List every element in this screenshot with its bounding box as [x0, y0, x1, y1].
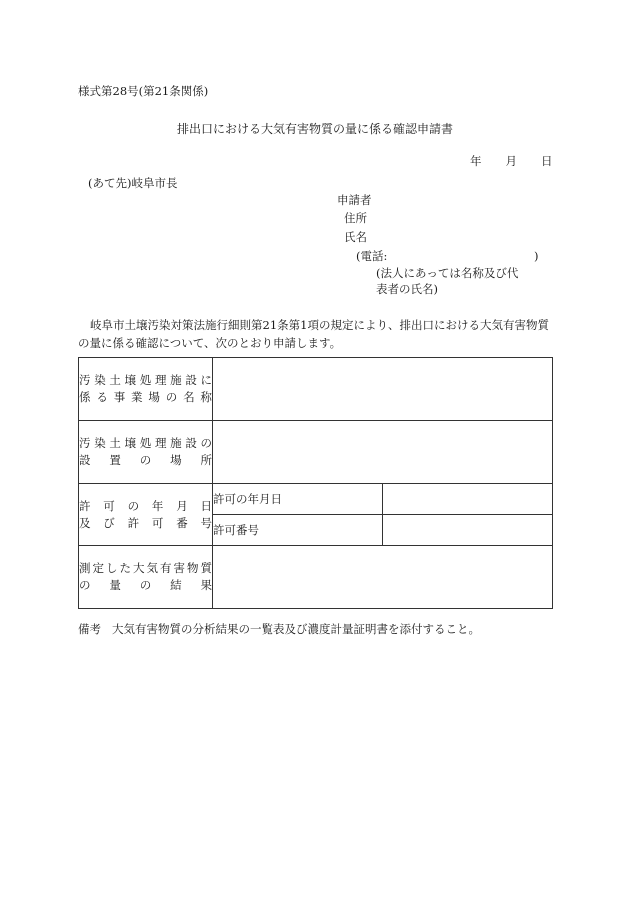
permit-date-label: 許可の年月日 [213, 484, 383, 515]
label-char: 年 [151, 498, 164, 513]
label-char: 大 [133, 561, 145, 575]
label-char: 日 [200, 498, 212, 513]
label-char: 害 [173, 561, 185, 575]
application-table [78, 357, 553, 609]
remark-key: 備考 [78, 622, 101, 636]
label-line [79, 577, 212, 594]
label-char: 染 [94, 373, 106, 387]
label-char: 許 [79, 498, 91, 513]
date-line [470, 154, 553, 168]
permit-date-field[interactable] [383, 484, 553, 515]
label-char: 壌 [124, 436, 137, 450]
row-label-facility-location [79, 421, 213, 484]
remark [78, 622, 480, 636]
label-char: 処 [139, 436, 152, 450]
label-char: 称 [200, 390, 212, 404]
label-char: 設 [185, 436, 197, 450]
day-label: 日 [541, 154, 553, 168]
label-char: 事 [113, 390, 126, 404]
label-char: の [79, 578, 91, 592]
label-char: 汚 [79, 373, 91, 387]
label-char: 量 [109, 578, 121, 592]
label-char: 土 [109, 436, 121, 450]
remark-text: 大気有害物質の分析結果の一覧表及び濃度計量証明書を添付すること。 [112, 622, 480, 636]
row-label-measurement [79, 546, 213, 609]
corporate-note-line1: (法人にあっては名称及び代 [376, 266, 519, 280]
permit-number-field[interactable] [383, 515, 553, 546]
label-char: の [200, 436, 212, 450]
label-char: 名 [183, 390, 195, 404]
label-char: 可 [103, 498, 115, 513]
row-label-permit [79, 484, 213, 546]
label-line [79, 452, 212, 469]
label-char: 処 [139, 373, 152, 387]
label-char: し [106, 561, 118, 575]
addressee: (あて先)岐阜市長 [88, 176, 178, 190]
label-char: 気 [146, 561, 158, 575]
document-title: 排出口における大気有害物質の量に係る確認申請書 [176, 122, 453, 136]
facility-name-field[interactable] [213, 358, 553, 421]
label-char: の [165, 390, 178, 404]
label-char: 有 [160, 561, 172, 575]
applicant-label: 申請者 [337, 193, 372, 207]
table-row [79, 358, 553, 421]
label-char: 理 [154, 436, 167, 450]
label-char: の [139, 453, 152, 467]
label-line [79, 498, 212, 515]
label-char: 置 [109, 453, 121, 467]
label-char: 場 [170, 453, 182, 467]
label-char: 結 [170, 578, 182, 592]
label-line [79, 389, 212, 406]
label-char: 施 [170, 436, 182, 450]
label-char: 許 [127, 515, 140, 530]
phone-close-paren: ) [534, 249, 539, 263]
year-label: 年 [470, 154, 482, 168]
table-row [79, 484, 553, 515]
label-char: 場 [148, 390, 160, 404]
label-char: の [127, 498, 140, 513]
label-char: 業 [131, 390, 143, 404]
row-label-facility-name [79, 358, 213, 421]
label-char: 理 [154, 373, 167, 387]
corporate-note-line2: 表者の氏名) [376, 282, 438, 296]
month-label: 月 [505, 154, 517, 168]
name-label: 氏名 [344, 230, 367, 244]
label-line [79, 560, 212, 577]
form-number: 様式第28号(第21条関係) [78, 84, 209, 98]
table-row [79, 421, 553, 484]
label-char: 土 [109, 373, 121, 387]
permit-number-label: 許可番号 [213, 515, 383, 546]
label-line [79, 372, 212, 389]
label-char: 測 [79, 561, 91, 575]
label-char: 染 [94, 436, 106, 450]
label-char: 可 [151, 515, 164, 530]
facility-location-field[interactable] [213, 421, 553, 484]
label-char: 月 [176, 498, 188, 513]
label-char: に [200, 373, 212, 387]
measurement-result-field[interactable] [213, 546, 553, 609]
label-char: 壌 [124, 373, 137, 387]
label-char: 設 [79, 453, 91, 467]
label-char: 施 [170, 373, 182, 387]
label-char: る [96, 390, 108, 404]
label-char: た [119, 561, 131, 575]
label-char: 所 [200, 453, 212, 467]
label-line [79, 515, 212, 532]
label-char: 及 [79, 515, 91, 530]
label-line [79, 435, 212, 452]
label-char: 物 [187, 561, 199, 575]
label-char: 設 [185, 373, 197, 387]
label-char: 質 [200, 561, 212, 575]
label-char: の [139, 578, 152, 592]
label-char: 号 [200, 515, 212, 530]
label-char: 定 [92, 561, 104, 575]
table-row [79, 546, 553, 609]
label-char: び [103, 515, 115, 530]
label-char: 係 [79, 390, 91, 404]
address-label: 住所 [344, 211, 367, 225]
label-char: 果 [200, 578, 212, 592]
phone-label: (電話: [356, 249, 388, 263]
label-char: 番 [176, 515, 188, 530]
application-statement: 岐阜市土壌汚染対策法施行細則第21条第1項の規定により、排出口における大気有害物質の量に係る確認について、次のとおり申請します。 [78, 318, 549, 350]
label-char: 汚 [79, 436, 91, 450]
